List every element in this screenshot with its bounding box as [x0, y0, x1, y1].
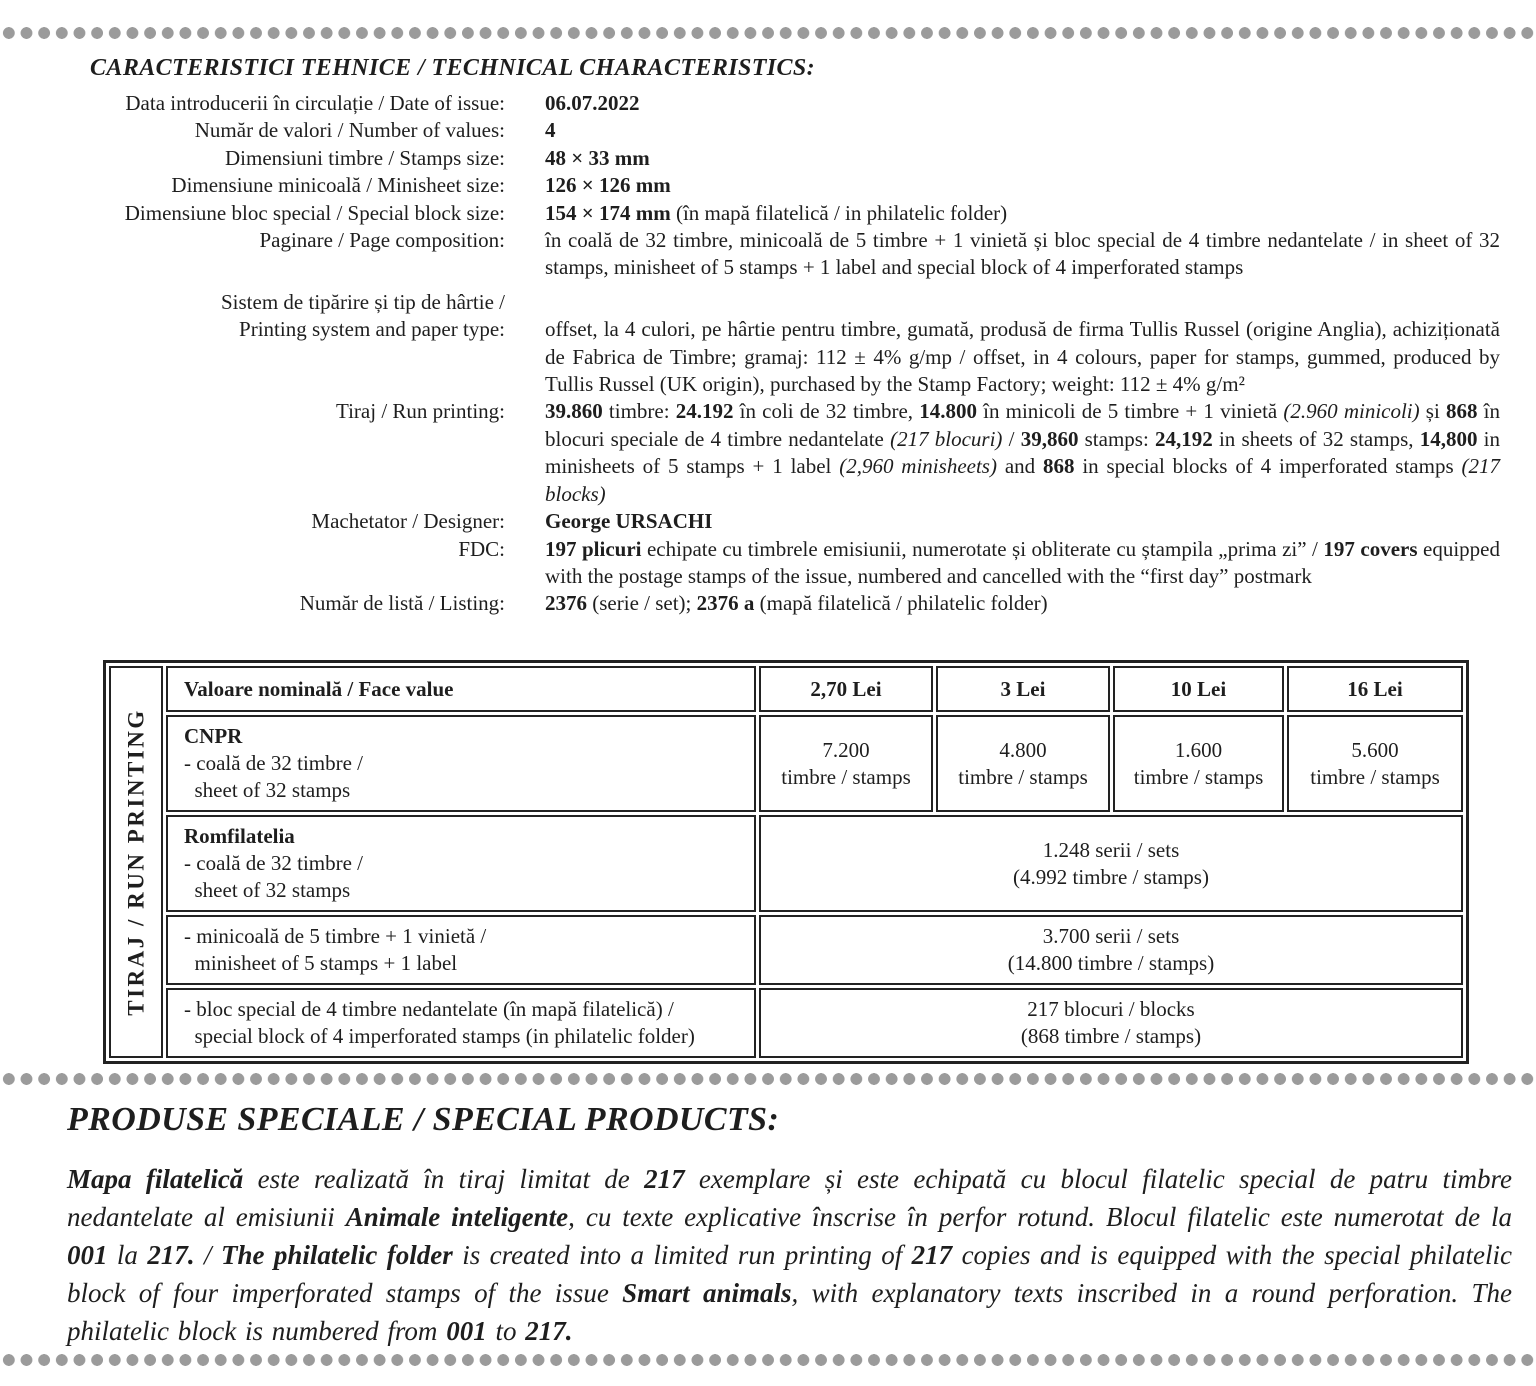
- table-row-label: Romfilatelia - coală de 32 timbre / sheet of 32 stamps: [166, 815, 756, 912]
- spec-label: Paginare / Page composition:: [259, 228, 505, 253]
- table-cell: 1.600 timbre / stamps: [1113, 715, 1284, 812]
- table-row: [109, 815, 1463, 912]
- spec-row: [0, 590, 1503, 617]
- spec-row: [0, 145, 1503, 172]
- face-value-column-header: 3 Lei: [936, 666, 1110, 712]
- dotted-border-top: [0, 27, 1536, 39]
- face-value-column-header: 10 Lei: [1113, 666, 1284, 712]
- spec-label: Număr de listă / Listing:: [299, 591, 505, 616]
- run-printing-vertical-label: TIRAJ / RUN PRINTING: [123, 708, 149, 1016]
- table-row: [109, 988, 1463, 1058]
- spec-value: 4: [545, 118, 556, 143]
- table-cell: 7.200 timbre / stamps: [759, 715, 933, 812]
- spec-row: [0, 536, 1503, 591]
- spec-value: offset, la 4 culori, pe hârtie pentru timbre, gumată, produsă de firma Tullis Russel (origine Anglia), achiziționată de Fabrica de Timbre; gramaj: 112 ± 4% g/mp / offset, in 4 colours, paper for stamps, gummed, produced by Tullis Russel (UK origin), purchased by the Stamp Factory; weight: 112 ± 4% g/m²: [545, 317, 1500, 397]
- spec-label: Dimensiune minicoală / Minisheet size:: [171, 173, 505, 198]
- spec-value: 48 × 33 mm: [545, 145, 650, 170]
- spec-row: [0, 316, 1503, 398]
- spec-row: [0, 90, 1503, 117]
- spec-row: [0, 200, 1503, 227]
- spec-value: 2376 (serie / set); 2376 a (mapă filatelică / philatelic folder): [545, 591, 1048, 616]
- spec-label: Dimensiuni timbre / Stamps size:: [225, 145, 505, 170]
- spec-value: în coală de 32 timbre, minicoală de 5 timbre + 1 vinietă și bloc special de 4 timbre nedantelate / in sheet of 32 stamps, minisheet of 5 stamps + 1 label and special block of 4 imperforated stamps: [545, 228, 1500, 280]
- face-value-header-cell: Valoare nominală / Face value: [166, 666, 756, 712]
- table-merged-cell: 3.700 serii / sets (14.800 timbre / stamps): [759, 915, 1463, 985]
- special-products-paragraph: Mapa filatelică este realizată în tiraj limitat de 217 exemplare și este echipată cu blocul filatelic special de patru timbre nedantelate al emisiunii Animale inteligente, cu texte explicative înscrise în perfor rotund. Blocul filatelic este numerotat de la 001 la 217. / The philatelic folder is created into a limited run printing of 217 copies and is equipped with the special philatelic block of four imperforated stamps of the issue Smart animals, with explanatory texts inscribed in a round perforation. The philatelic block is numbered from 001 to 217.: [67, 1164, 1512, 1346]
- spec-value: 126 × 126 mm: [545, 173, 671, 198]
- table-row-label: CNPR - coală de 32 timbre / sheet of 32 stamps: [166, 715, 756, 812]
- table-merged-cell: 217 blocuri / blocks (868 timbre / stamps): [759, 988, 1463, 1058]
- spec-label: Dimensiune bloc special / Special block size:: [124, 200, 505, 225]
- run-printing-table: [103, 660, 1469, 1064]
- dotted-divider: [0, 1073, 1536, 1085]
- table-row: [109, 715, 1463, 812]
- spec-label: Data introducerii în circulație / Date of issue:: [125, 91, 505, 115]
- spec-value: 39.860 timbre: 24.192 în coli de 32 timbre, 14.800 în minicoli de 5 timbre + 1 vinietă (2.960 minicoli) și 868 în blocuri speciale de 4 timbre nedantelate (217 blocuri) / 39,860 stamps: 24,192 in sheets of 32 stamps, 14,800 in minisheets of 5 stamps + 1 label (2,960 minisheets) and 868 in special blocks of 4 imperforated stamps (217 blocks): [545, 399, 1501, 506]
- spec-row: [0, 227, 1503, 282]
- table-header-row: [109, 666, 1463, 712]
- spec-label: Sistem de tipărire și tip de hârtie /: [220, 289, 505, 314]
- spec-row: [0, 508, 1503, 535]
- spec-label: Printing system and paper type:: [239, 317, 505, 342]
- technical-specs-list: [0, 90, 1503, 618]
- spec-row: [0, 398, 1503, 508]
- spec-label: Machetator / Designer:: [311, 509, 505, 534]
- special-products-title: PRODUSE SPECIALE / SPECIAL PRODUCTS:: [67, 1101, 780, 1138]
- spec-value: George URSACHI: [545, 509, 713, 534]
- table-merged-cell: 1.248 serii / sets (4.992 timbre / stamps): [759, 815, 1463, 912]
- run-printing-vertical-label-cell: [109, 666, 163, 1058]
- spec-label: FDC:: [458, 536, 505, 561]
- spec-row: [0, 172, 1503, 199]
- face-value-column-header: 16 Lei: [1287, 666, 1463, 712]
- table-row-label: - minicoală de 5 timbre + 1 vinietă / minisheet of 5 stamps + 1 label: [166, 915, 756, 985]
- spec-value: 06.07.2022: [545, 91, 640, 115]
- table-row-label: - bloc special de 4 timbre nedantelate (în mapă filatelică) / special block of 4 imperforated stamps (in philatelic folder): [166, 988, 756, 1058]
- dotted-border-bottom: [0, 1354, 1536, 1366]
- spec-label: Tiraj / Run printing:: [336, 399, 505, 424]
- table-cell: 5.600 timbre / stamps: [1287, 715, 1463, 812]
- technical-characteristics-title: CARACTERISTICI TEHNICE / TECHNICAL CHARACTERISTICS:: [90, 55, 816, 81]
- spec-row: [0, 117, 1503, 144]
- face-value-column-header: 2,70 Lei: [759, 666, 933, 712]
- spec-value: 154 × 174 mm (în mapă filatelică / in philatelic folder): [545, 200, 1008, 225]
- spec-row: [0, 289, 1503, 316]
- spec-value: 197 plicuri echipate cu timbrele emisiunii, numerotate și obliterate cu ștampila „prima zi” / 197 covers equipped with the postage stamps of the issue, numbered and cancelled with the “first day” postmark: [545, 536, 1500, 588]
- spec-label: Număr de valori / Number of values:: [194, 118, 505, 143]
- table-row: [109, 915, 1463, 985]
- table-cell: 4.800 timbre / stamps: [936, 715, 1110, 812]
